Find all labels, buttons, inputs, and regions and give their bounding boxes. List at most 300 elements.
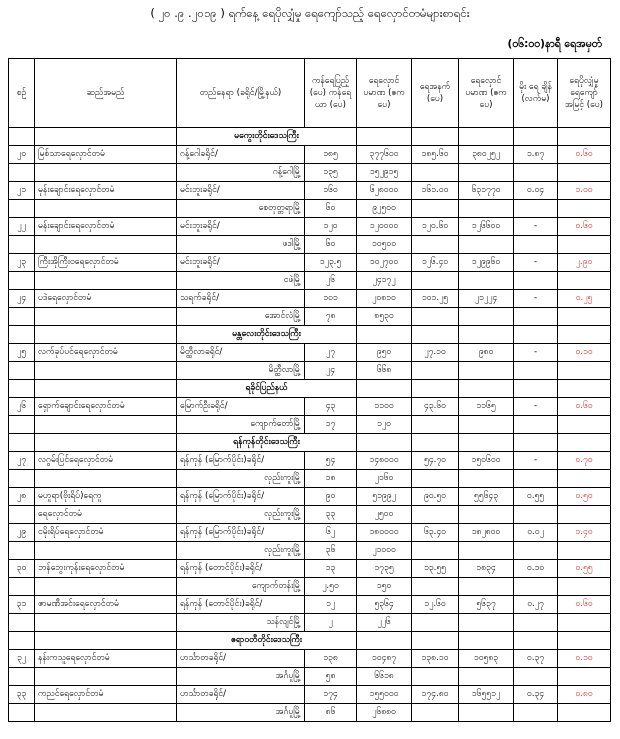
cell-blank (357, 326, 412, 344)
overflow-height: ၀.၅၅ (558, 560, 611, 578)
storage-volume: ၁၀၅၈၃ (459, 650, 514, 668)
cell-blank (558, 200, 611, 218)
serial-no: ၂၈ (9, 488, 35, 506)
cell-blank (459, 326, 514, 344)
cell-blank (459, 614, 514, 632)
full-level: ၁၂ (305, 596, 357, 614)
rainfall: - (514, 398, 558, 416)
cell-blank (459, 506, 514, 524)
col-header-full-level: ကန်ရေပြည့် (ပေ) ကန်ရေယာ (ပေ) (305, 59, 357, 128)
dam-name-cont (35, 704, 177, 722)
township: စေတုတ္တရာမြို့ (177, 200, 305, 218)
district: မင်းဘူးခရိုင်/ (177, 254, 305, 272)
cell-blank (558, 380, 611, 398)
cell-blank (514, 632, 558, 650)
serial-no: ၃၁ (9, 596, 35, 614)
overflow-height: ၀.၈၀ (558, 686, 611, 704)
district: ရန်ကုန် (တောင်ပိုင်း)ခရိုင်/ (177, 560, 305, 578)
district: သရက်ခရိုင်/ (177, 290, 305, 308)
water-depth: ၁၂၀.၆၀ (412, 218, 459, 236)
cell-blank (412, 668, 459, 686)
table-subrow (9, 542, 611, 560)
table-row (9, 344, 611, 362)
cell-blank (514, 380, 558, 398)
serial-no: ၃၂ (9, 650, 35, 668)
cell-blank (357, 632, 412, 650)
storage-volume: ၁၈၃၄ (459, 560, 514, 578)
dam-name-cont: ရေလှောင်တမံ (35, 506, 177, 524)
cell-blank (35, 128, 177, 146)
col-header-dam-name: ဆည်အမည် (35, 59, 177, 128)
cell-blank (9, 164, 35, 182)
district: မိတ္ထီလာခရိုင်/ (177, 344, 305, 362)
storage-volume: ၅၆၃၇ (459, 596, 514, 614)
district: ဂန့်ဂေါခရိုင်/ (177, 146, 305, 164)
full-level: ၉၀ (305, 488, 357, 506)
cell-blank (412, 272, 459, 290)
overflow-height: ၀.၇၀ (558, 452, 611, 470)
capacity: ၅၁၉၉၂ (357, 488, 412, 506)
cell-blank (514, 704, 558, 722)
serial-no: ၂၄ (9, 290, 35, 308)
cell-blank (558, 434, 611, 452)
township: ကျောက်တန်းမြို့ (177, 578, 305, 596)
serial-no: ၂၅ (9, 344, 35, 362)
cell-blank (9, 632, 35, 650)
district: ဟင်္သာတခရိုင်/ (177, 650, 305, 668)
reading-time: (၀၆:၀၀)နာရီ ရေအမှတ် (507, 38, 602, 50)
header-row (9, 59, 611, 128)
dam-name-cont (35, 236, 177, 254)
rainfall: ၀.၃၇ (514, 650, 558, 668)
table-subrow (9, 200, 611, 218)
dam-name: လက်ခုပ်ပင်ရေလှောင်တမံ (35, 344, 177, 362)
cell-blank (9, 128, 35, 146)
cell-blank (459, 308, 514, 326)
water-depth: ၁၆၁.၀၀ (412, 182, 459, 200)
cell-blank (9, 542, 35, 560)
cell-blank (9, 362, 35, 380)
rainfall: ၀.၀၂ (514, 524, 558, 542)
township: ကျောက်တော်မြို့ (177, 416, 305, 434)
dam-name-cont (35, 200, 177, 218)
table-subrow (9, 668, 611, 686)
region-section-row (9, 380, 611, 398)
cell-blank (558, 614, 611, 632)
rainfall: ၀.၂၇ (514, 596, 558, 614)
full-level: ၁၀၁ (305, 290, 357, 308)
dead-level: ၈၆ (305, 704, 357, 722)
dead-level: ၂၆ (305, 272, 357, 290)
dead-level: ၃၆ (305, 542, 357, 560)
cell-blank (459, 200, 514, 218)
cell-blank (9, 578, 35, 596)
serial-no: ၃၀ (9, 560, 35, 578)
table-subrow (9, 506, 611, 524)
capacity: ၅၃၆၄ (357, 596, 412, 614)
dead-level: ၃၃ (305, 506, 357, 524)
dead-storage: ၉၂၅၀၀ (357, 200, 412, 218)
rainfall: ၀.၀၄ (514, 182, 558, 200)
capacity: ၁၇၃၅ (357, 560, 412, 578)
cell-blank (514, 668, 558, 686)
storage-volume: ၅၅၆၄၃ (459, 488, 514, 506)
cell-blank (9, 236, 35, 254)
region-name: ရန်ကုန်တိုင်းဒေသကြီး (177, 434, 357, 452)
region-section-row (9, 326, 611, 344)
dam-name: ကြီးအိုကြီးဝရေလှောင်တမံ (35, 254, 177, 272)
cell-blank (558, 128, 611, 146)
capacity: ၃၇၇၆၀၀ (357, 146, 412, 164)
cell-blank (9, 506, 35, 524)
table-row (9, 560, 611, 578)
storage-volume: ၃၈၀၂၅၂ (459, 146, 514, 164)
cell-blank (514, 362, 558, 380)
table-row (9, 452, 611, 470)
cell-blank (459, 578, 514, 596)
cell-blank (514, 506, 558, 524)
cell-blank (558, 416, 611, 434)
table-row (9, 488, 611, 506)
region-name: ဧရာဝတီတိုင်းဒေသကြီး (177, 632, 357, 650)
dead-level: ၂၄ (305, 362, 357, 380)
table-subrow (9, 578, 611, 596)
table-subrow (9, 416, 611, 434)
dead-storage: ၁၀၅၀၀ (357, 236, 412, 254)
cell-blank (558, 704, 611, 722)
cell-blank (558, 470, 611, 488)
cell-blank (412, 380, 459, 398)
dam-name: မဟူရာ(ဗိုးရိပ်)ရေကူ (35, 488, 177, 506)
cell-blank (558, 236, 611, 254)
serial-no: ၂၃ (9, 254, 35, 272)
capacity: ၁၁၀၀ (357, 398, 412, 416)
storage-volume: ၆၃၁၇၇၀ (459, 182, 514, 200)
cell-blank (412, 236, 459, 254)
dam-name-cont (35, 542, 177, 560)
district: ရန်ကုန် (မြောက်ပိုင်း)ခရိုင်/ (177, 488, 305, 506)
rainfall: - (514, 218, 558, 236)
cell-blank (459, 470, 514, 488)
serial-no: ၂၉ (9, 524, 35, 542)
table-subrow (9, 704, 611, 722)
cell-blank (412, 362, 459, 380)
full-level: ၁၈၅ (305, 146, 357, 164)
township: မိတ္ထီလာမြို့ (177, 362, 305, 380)
full-level: ၁၂၃.၅ (305, 254, 357, 272)
cell-blank (514, 272, 558, 290)
dam-name: မန်းချောင်းရေလှောင်တမံ (35, 218, 177, 236)
overflow-height: ၀.၆၀ (558, 146, 611, 164)
capacity: ၁၀၂၇၀၀ (357, 254, 412, 272)
table-row (9, 524, 611, 542)
dam-name: ရှောက်ချောင်းရေလှောင်တမံ (35, 398, 177, 416)
dam-name-cont (35, 362, 177, 380)
full-level: ၄၃ (305, 398, 357, 416)
dead-level: ၆၀ (305, 200, 357, 218)
table-subrow (9, 614, 611, 632)
district: မင်းဘူးခရိုင်/ (177, 182, 305, 200)
storage-volume: ၁၂၆၆၀၀ (459, 218, 514, 236)
full-level: ၁၃၈ (305, 650, 357, 668)
capacity: ၁၅၅၀၀၀ (357, 686, 412, 704)
district: ဟင်္သာတခရိုင်/ (177, 686, 305, 704)
dead-storage: ၂၅၀၀ (357, 506, 412, 524)
col-header-location: တည်နေရာ (ခရိုင်/မြို့နယ်) (177, 59, 305, 128)
table-row (9, 650, 611, 668)
overflow-height: ၀.၁၀ (558, 650, 611, 668)
cell-blank (9, 668, 35, 686)
cell-blank (514, 164, 558, 182)
dam-name-cont (35, 470, 177, 488)
dam-name-cont (35, 308, 177, 326)
capacity: ၆၂၈၀၀၀ (357, 182, 412, 200)
capacity: ၁၈၀၀၀၀ (357, 524, 412, 542)
rainfall: ၀.၅၅ (514, 488, 558, 506)
overflow-height: ၀.၁၀ (558, 344, 611, 362)
cell-blank (9, 380, 35, 398)
dead-storage: ၆၆၁၈ (357, 668, 412, 686)
full-level: ၅၄ (305, 452, 357, 470)
table-subrow (9, 236, 611, 254)
water-depth: ၁၈၅.၆၀ (412, 146, 459, 164)
dam-name: မုန်းချောင်းရေလှောင်တမံ (35, 182, 177, 200)
overflow-height: ၁.၄၀ (558, 524, 611, 542)
cell-blank (558, 542, 611, 560)
storage-volume: ၉၈၀ (459, 344, 514, 362)
overflow-height: ၀.၅၀ (558, 488, 611, 506)
col-header-depth: ရေအနက် (ပေ) (412, 59, 459, 128)
district: မင်းဘူးခရိုင်/ (177, 218, 305, 236)
col-header-rainfall: မိုး ရေ ချိန် (လက်မ) (514, 59, 558, 128)
dam-name-cont (35, 272, 177, 290)
township: လှည်းကူးမြို့ (177, 542, 305, 560)
cell-blank (558, 326, 611, 344)
table-subrow (9, 308, 611, 326)
cell-blank (412, 164, 459, 182)
cell-blank (558, 308, 611, 326)
cell-blank (514, 200, 558, 218)
cell-blank (9, 326, 35, 344)
dam-name-cont (35, 164, 177, 182)
cell-blank (514, 326, 558, 344)
region-name: မကွေးတိုင်းဒေသကြီး (177, 128, 357, 146)
full-level: ၂၇ (305, 344, 357, 362)
cell-blank (459, 542, 514, 560)
cell-blank (514, 434, 558, 452)
storage-volume: ၂၁၂၂၄ (459, 290, 514, 308)
dam-name: ဇာမဏီအင်းရေလှောင်တမံ (35, 596, 177, 614)
capacity: ၉၅၀ (357, 344, 412, 362)
cell-blank (459, 434, 514, 452)
cell-blank (459, 668, 514, 686)
serial-no: ၂၆ (9, 398, 35, 416)
township: လှည်းကူးမြို့ (177, 506, 305, 524)
dam-name-cont (35, 668, 177, 686)
storage-volume: ၁၅၀၆၀၀ (459, 452, 514, 470)
dead-storage: ၂၄၁၇၂ (357, 272, 412, 290)
township: ငဖဲမြို့ (177, 272, 305, 290)
cell-blank (514, 542, 558, 560)
cell-blank (412, 128, 459, 146)
dead-level: ၆၀ (305, 236, 357, 254)
cell-blank (514, 470, 558, 488)
cell-blank (9, 434, 35, 452)
capacity: ၁၂၀၀၀၀ (357, 218, 412, 236)
region-section-row (9, 434, 611, 452)
dead-storage: ၁၅၂၉၁၅ (357, 164, 412, 182)
township: လှည်းကူးမြို့ (177, 470, 305, 488)
storage-volume: ၁၈၂၈၀၀ (459, 524, 514, 542)
cell-blank (558, 164, 611, 182)
overflow-height: ၀.၆၀ (558, 218, 611, 236)
water-depth: ၉၀.၅၀ (412, 488, 459, 506)
cell-blank (459, 164, 514, 182)
rainfall: - (514, 452, 558, 470)
dam-name: လဂွမ်းပြင်ရေလှောင်တမံ (35, 452, 177, 470)
cell-blank (558, 272, 611, 290)
township: သန်လျင်မြို့ (177, 614, 305, 632)
township: အောင်လံမြို့ (177, 308, 305, 326)
water-depth: ၁၇၄.၈၀ (412, 686, 459, 704)
dam-name: ဘန်ဘွေးကုန်းရေလှောင်တမံ (35, 560, 177, 578)
dead-storage: ၂၂၆ (357, 614, 412, 632)
table-subrow (9, 470, 611, 488)
cell-blank (412, 308, 459, 326)
serial-no: ၂၀ (9, 146, 35, 164)
water-depth: ၁၂.၆၀ (412, 596, 459, 614)
cell-blank (558, 506, 611, 524)
dam-name: ငမိုးရိပ်ရေလှောင်တမံ (35, 524, 177, 542)
water-depth: ၁၃၈.၁၀ (412, 650, 459, 668)
serial-no: ၂၇ (9, 452, 35, 470)
cell-blank (459, 704, 514, 722)
capacity: ၁၀၄၈၇ (357, 650, 412, 668)
cell-blank (459, 236, 514, 254)
overflow-height: ၀.၆၀ (558, 398, 611, 416)
cell-blank (459, 380, 514, 398)
cell-blank (412, 200, 459, 218)
dam-name: ကညင်ရေလှောင်တမံ (35, 686, 177, 704)
dead-storage: ၂၁၆၀ (357, 470, 412, 488)
full-level: ၆၂ (305, 524, 357, 542)
storage-volume: ၁၂၉၉၆၀ (459, 254, 514, 272)
cell-blank (412, 578, 459, 596)
capacity: ၂၀၈၁၀ (357, 290, 412, 308)
page-title: ( ၂၀ .၉ .၂၀၁၉ ) ရက်နေ့ ရေပိုလျှံမှု ရေကျော်သည့် ရေလှောင်တမံများစာရင်း (150, 6, 470, 20)
cell-blank (412, 506, 459, 524)
district: ရန်ကုန် (တောင်ပိုင်း)ခရိုင်/ (177, 596, 305, 614)
cell-blank (514, 614, 558, 632)
cell-blank (514, 578, 558, 596)
cell-blank (9, 470, 35, 488)
storage-volume: ၁၆၅၅၁၂ (459, 686, 514, 704)
cell-blank (35, 380, 177, 398)
col-header-no: စဉ် (9, 59, 35, 128)
water-depth: ၁၂၆.၄၀ (412, 254, 459, 272)
cell-blank (558, 362, 611, 380)
full-level: ၁၃ (305, 560, 357, 578)
cell-blank (558, 632, 611, 650)
township: ဂန့်ဂေါမြို့ (177, 164, 305, 182)
serial-no: ၃၃ (9, 686, 35, 704)
cell-blank (514, 128, 558, 146)
dead-storage: ၈၅၃၀ (357, 308, 412, 326)
cell-blank (35, 434, 177, 452)
cell-blank (35, 326, 177, 344)
cell-blank (357, 434, 412, 452)
dam-name: မြစ်သာရေလှောင်တမံ (35, 146, 177, 164)
table-subrow (9, 272, 611, 290)
district: ရန်ကုန် (မြောက်ပိုင်း)ခရိုင်/ (177, 524, 305, 542)
cell-blank (558, 578, 611, 596)
cell-blank (412, 632, 459, 650)
dam-name-cont (35, 614, 177, 632)
cell-blank (412, 470, 459, 488)
dead-level: ၁၈ (305, 470, 357, 488)
water-depth: ၅၄.၇၀ (412, 452, 459, 470)
dam-name: နန်းကသူရေလှောင်တမံ (35, 650, 177, 668)
township: ဖဒါမြို့ (177, 236, 305, 254)
table-row (9, 398, 611, 416)
reservoir-table (8, 58, 611, 722)
dead-level: ၂.၅၀ (305, 578, 357, 596)
dead-storage: ၁၂၀ (357, 416, 412, 434)
full-level: ၁၂၀ (305, 218, 357, 236)
overflow-height: ၁.၀၀ (558, 182, 611, 200)
cell-blank (357, 128, 412, 146)
water-depth: ၂၇.၁၀ (412, 344, 459, 362)
rainfall: - (514, 344, 558, 362)
dam-name-cont (35, 578, 177, 596)
table-row (9, 290, 611, 308)
col-header-overflow: ရေပိုလျှံမှု ရေကျော် အမြင့် (ပေ) (558, 59, 611, 128)
dam-name: ပဒဲရေလှောင်တမံ (35, 290, 177, 308)
cell-blank (9, 272, 35, 290)
cell-blank (412, 434, 459, 452)
table-subrow (9, 362, 611, 380)
col-header-capacity: ရေလှောင် ပမာဏ (ဧကပေ) (357, 59, 412, 128)
cell-blank (514, 236, 558, 254)
table-row (9, 218, 611, 236)
region-name: ရခိုင်ပြည်နယ် (177, 380, 357, 398)
dead-level: ၁၃၅ (305, 164, 357, 182)
storage-volume: ၁၁၆၅ (459, 398, 514, 416)
cell-blank (9, 200, 35, 218)
cell-blank (558, 668, 611, 686)
rainfall: - (514, 254, 558, 272)
rainfall: - (514, 290, 558, 308)
cell-blank (9, 308, 35, 326)
cell-blank (412, 614, 459, 632)
table-row (9, 686, 611, 704)
full-level: ၁၆၀ (305, 182, 357, 200)
serial-no: ၂၁ (9, 182, 35, 200)
cell-blank (357, 380, 412, 398)
overflow-height: ၂.၉၀ (558, 254, 611, 272)
overflow-height: ၀.၆၀ (558, 596, 611, 614)
serial-no: ၂၂ (9, 218, 35, 236)
cell-blank (459, 632, 514, 650)
dead-level: ၅၈ (305, 668, 357, 686)
dam-name-cont (35, 416, 177, 434)
cell-blank (412, 542, 459, 560)
water-depth: ၆၃.၄၀ (412, 524, 459, 542)
township: အင်္ဂပူမြို့ (177, 704, 305, 722)
cell-blank (412, 326, 459, 344)
cell-blank (514, 416, 558, 434)
rainfall: ၀.၃၄ (514, 686, 558, 704)
